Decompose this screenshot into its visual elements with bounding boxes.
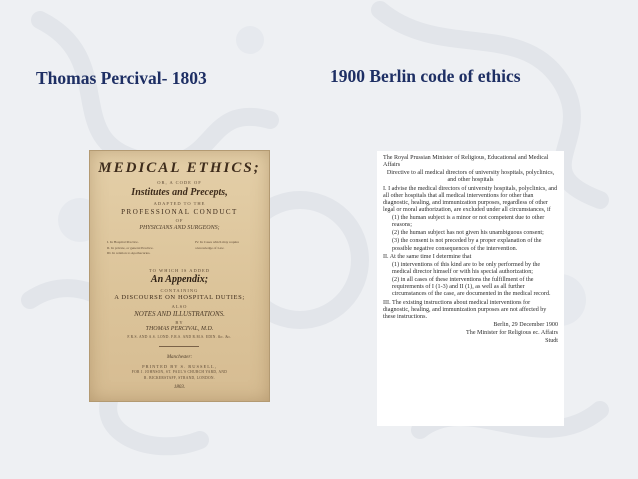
book-year: 1803. xyxy=(173,385,186,390)
decree-directive: Directive to all medical directors of university hospitals, polyclinics, and other hospitals xyxy=(386,170,555,184)
book-contents-item: a knowledge of Law. xyxy=(195,245,225,250)
book-line: THOMAS PERCIVAL, M.D. xyxy=(145,326,214,332)
book-line: PROFESSIONAL CONDUCT xyxy=(121,208,238,216)
decree-signatory-name: Studt xyxy=(545,338,558,345)
decree-paragraph: (3) the consent is not preceded by a proper explanation of the possible negative consequences of the intervention. xyxy=(392,238,542,252)
book-contents-columns xyxy=(107,240,257,262)
book-line: OF xyxy=(175,218,184,223)
book-line: NOTES AND ILLUSTRATIONS. xyxy=(134,310,225,318)
book-line: BY xyxy=(175,320,184,325)
book-line: An Appendix; xyxy=(150,274,209,285)
book-line: TO WHICH IS ADDED xyxy=(149,268,210,273)
decree-paragraph: (2) the human subject has not given his unambiguous consent; xyxy=(392,230,544,237)
book-line: Institutes and Precepts, xyxy=(131,187,228,198)
decree-paragraph: (2) in all cases of these interventions the fulfillment of the requirements of I (1-3) and II (1), as well as all further circumstances of the case, are documented in the medical record. xyxy=(392,277,551,298)
decree-paragraph: II. At the same time I determine that xyxy=(383,253,472,260)
book-contents-item: IV. In Cases which may require xyxy=(195,240,240,244)
book-contents-item: I. In Hospital Practice. xyxy=(107,240,139,244)
decree-paragraph: I. I advise the medical directors of university hospitals, polyclinics, and all other hospitals that all medical interventions for other than diagnostic, healing, and immunization purposes, regardless of other legal or moral authorization, are excluded under all circumstances, if xyxy=(383,185,558,213)
book-line: Manchester: xyxy=(166,355,193,360)
book-line: CONTAINING xyxy=(160,288,199,293)
percival-title: Thomas Percival- 1803 xyxy=(36,68,207,88)
book-line: ADAPTED TO THE xyxy=(153,201,206,206)
book-contents-item: II. In private, or general Practice. xyxy=(107,245,154,250)
berlin-decree-text-image xyxy=(377,151,564,426)
decree-paragraph: (1) interventions of this kind are to be only performed by the medical director himself or with his special authorization; xyxy=(392,261,541,276)
book-line: PHYSICIANS AND SURGEONS; xyxy=(139,225,220,231)
book-rule xyxy=(159,346,199,347)
decree-signatory-title: The Minister for Religious ec. Affairs xyxy=(466,330,558,337)
decree-paragraph: (1) the human subject is a minor or not competent due to other reasons; xyxy=(392,214,545,228)
percival-title-page-image xyxy=(89,150,270,402)
book-line: OR, A CODE OF xyxy=(157,180,202,185)
book-contents-item: III. In relation to Apothecaries. xyxy=(107,251,151,255)
book-title: MEDICAL ETHICS; xyxy=(98,160,261,176)
decree-date: Berlin, 29 December 1900 xyxy=(493,321,558,328)
book-line: A DISCOURSE ON HOSPITAL DUTIES; xyxy=(114,294,245,301)
book-line: R. BICKERSTAFF, STRAND, LONDON. xyxy=(144,376,215,380)
book-line: FOR J. JOHNSON, ST. PAUL'S CHURCH YARD, AND xyxy=(131,370,228,374)
book-line: ALSO xyxy=(171,304,188,309)
decree-paragraph: III. The existing instructions about medical interventions for diagnostic, healing, and immunization purposes are not affected by these instructions. xyxy=(383,299,547,320)
decree-heading: The Royal Prussian Minister of Religious, Educational and Medical Affairs xyxy=(383,155,549,169)
berlin-code-title: 1900 Berlin code of ethics xyxy=(330,66,521,86)
book-line: PRINTED BY S. RUSSELL, xyxy=(142,364,217,369)
book-line: F.R.S. AND A.S. LOND. F.R.S. AND R.M.S. EDIN. &c. &c. xyxy=(127,335,232,339)
